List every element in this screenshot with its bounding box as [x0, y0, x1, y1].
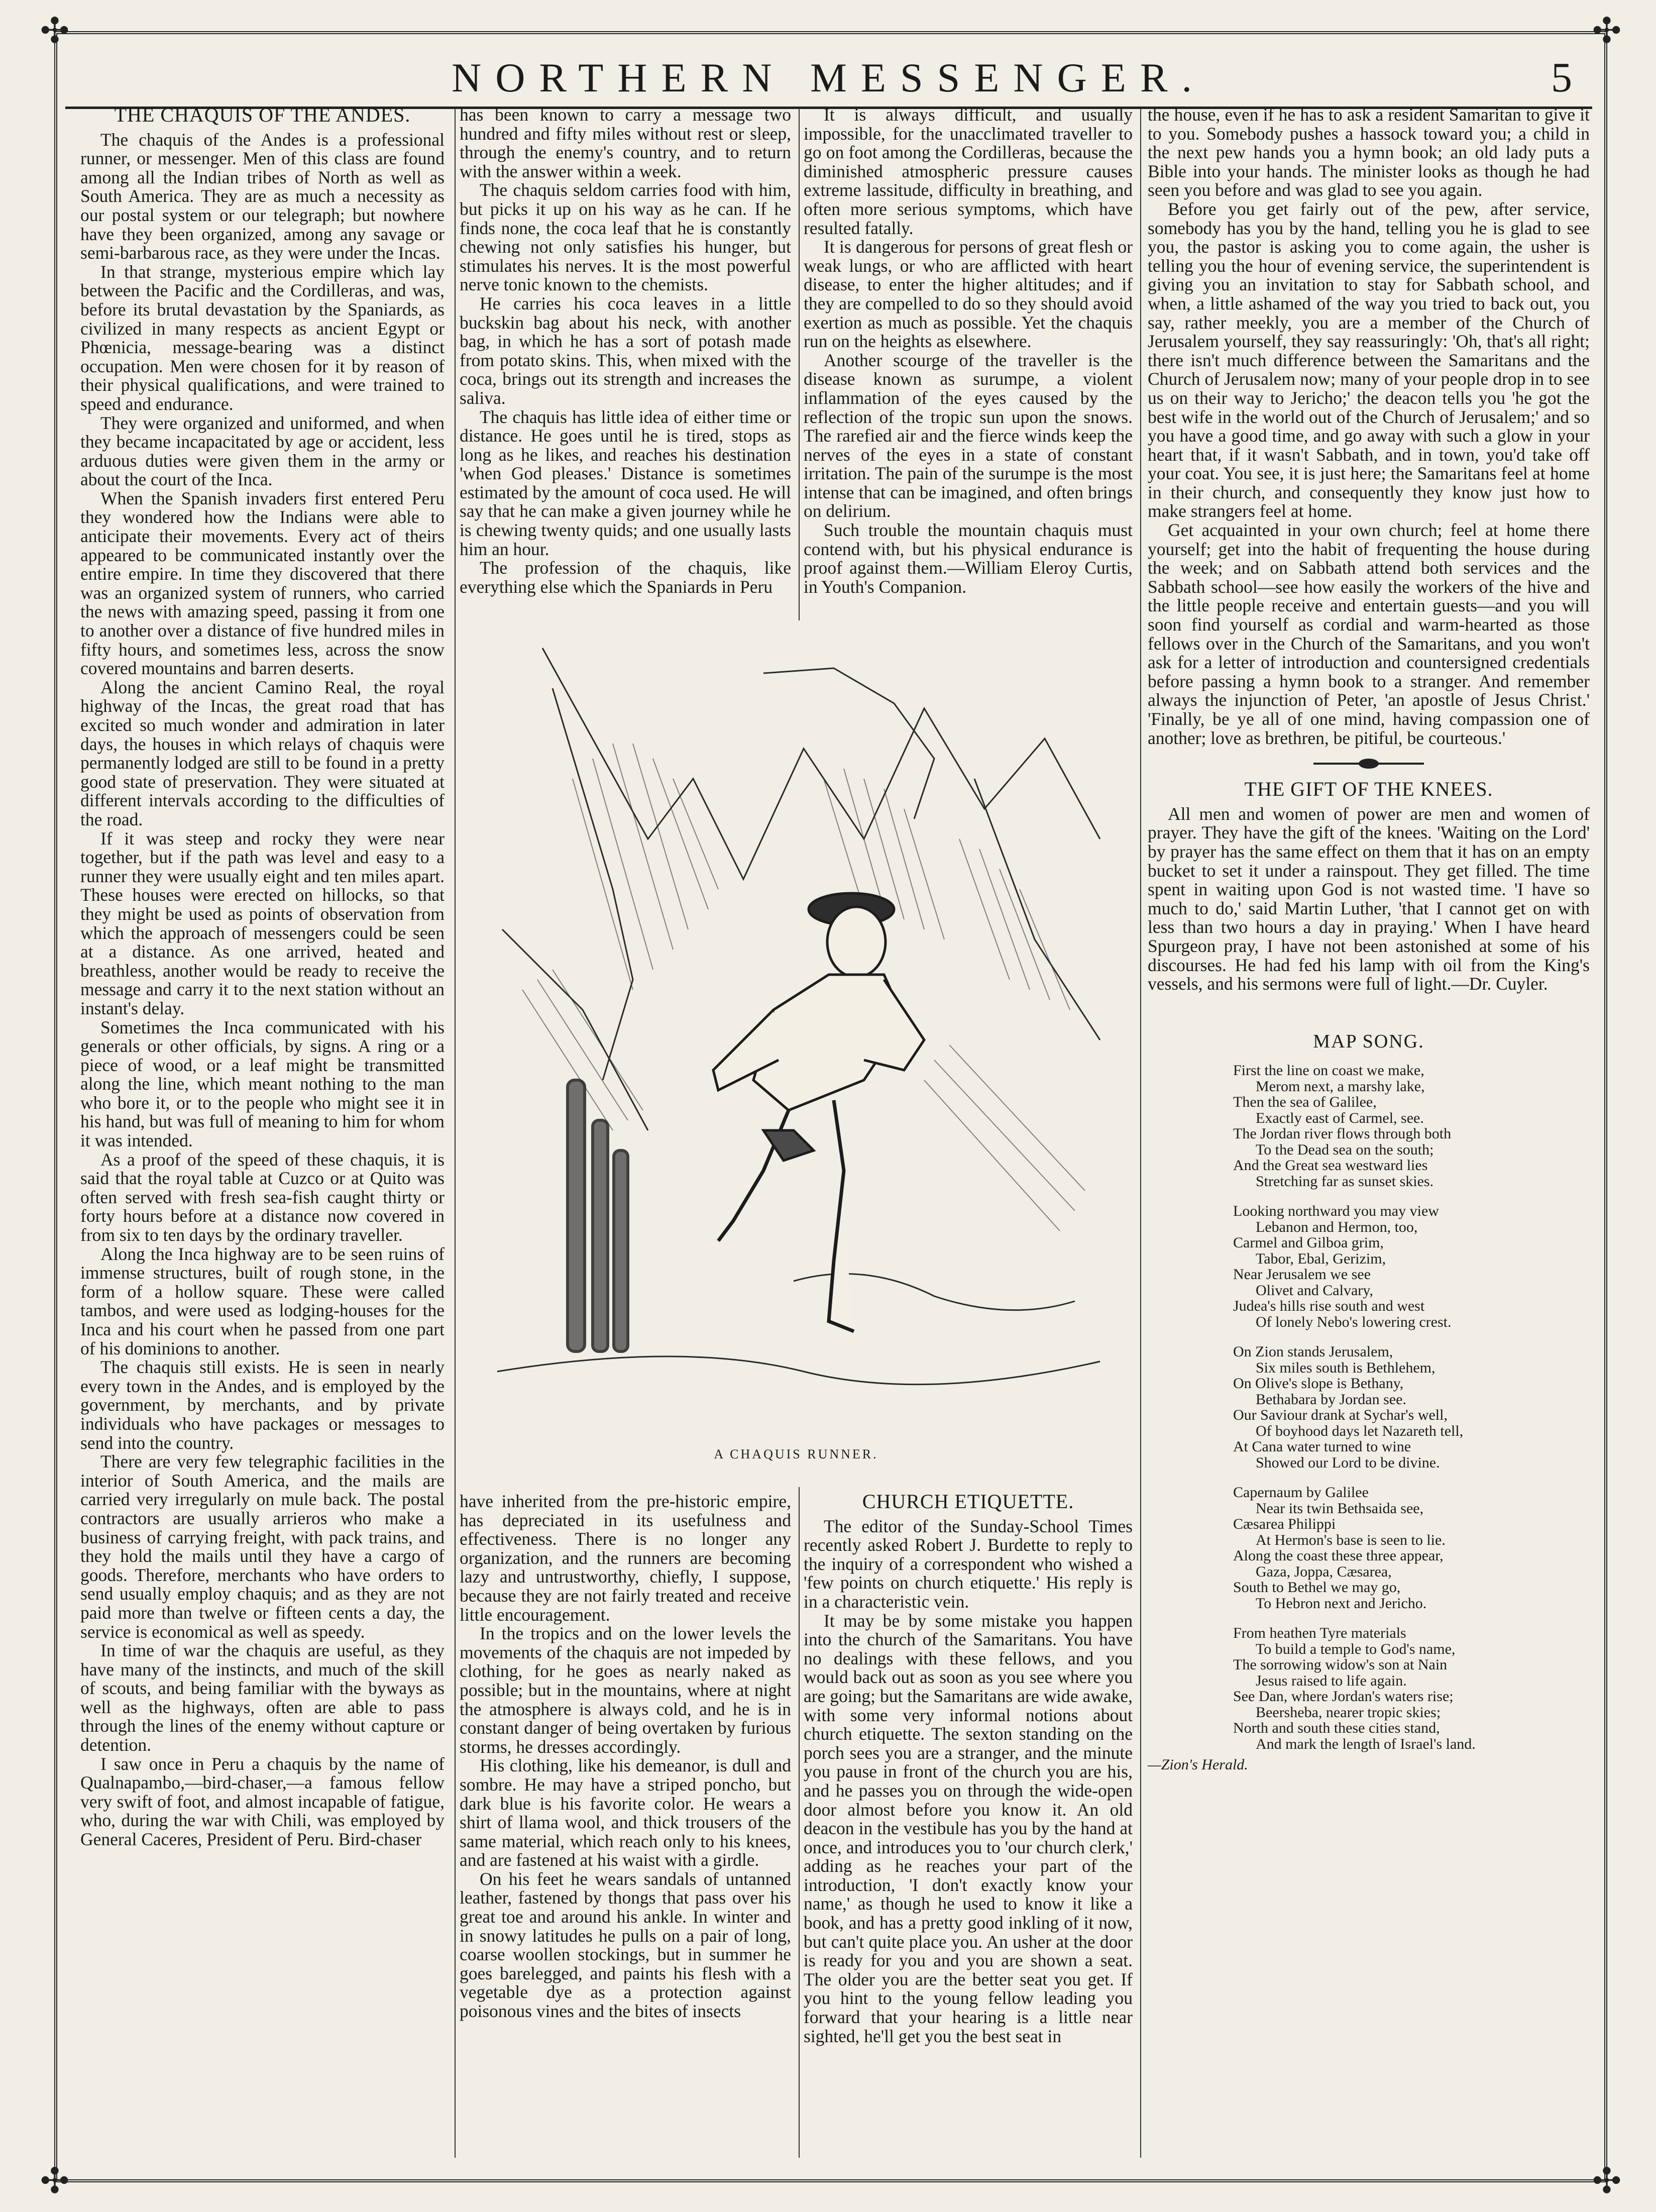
poem-line: Lebanon and Hermon, too, [1256, 1218, 1418, 1235]
paragraph: There are very few telegraphic facilities in the interior of South America, and the mails are carried very irregularly on mule back. The postal contractors are usually arrieros who make a business of carrying freight, with pack trains, and they hold the mails until they have a cargo of goods. Therefore, merchants who have orders to send usually employ chaquis; and as they are not paid more than twelve or fifteen cents a day, the service is economical as well as speedy. [80, 1451, 445, 1642]
poem-line: At Cana water turned to wine [1233, 1438, 1411, 1455]
section-separator [1313, 763, 1424, 765]
paragraph: Such trouble the mountain chaquis must contend with, but his physical endurance is proof against them.—William Eleroy Curtis, in Youth's Companion. [804, 520, 1133, 597]
poem-line: Near Jerusalem we see [1233, 1266, 1371, 1283]
paragraph: He carries his coca leaves in a little buckskin bag about his neck, with another bag, in which he has a sort of potash made from potato skins. This, when mixed with the coca, brings out its strength and increases the saliva. [460, 293, 791, 408]
poem-line: Showed our Lord to be divine. [1256, 1454, 1440, 1471]
paragraph: It is dangerous for persons of great flesh or weak lungs, or who are afflicted with heart disease, to enter the higher altitudes; and if they are compelled to do so they should avoid exertion as much as possible. Yet the chaquis run on the heights as elsewhere. [804, 237, 1133, 352]
poem-line: Merom next, a marshy lake, [1256, 1078, 1425, 1095]
map-song-poem [1148, 1030, 1590, 1773]
poem-line: On Olive's slope is Bethany, [1233, 1375, 1404, 1392]
poem-line: And the Great sea westward lies [1233, 1157, 1428, 1174]
poem-stanza [1148, 1625, 1590, 1752]
poem-line: Tabor, Ebal, Gerizim, [1256, 1250, 1386, 1267]
chaquis-paragraphs [80, 131, 445, 1849]
paragraph: Sometimes the Inca communicated with his generals or other officials, by signs. A ring or a piece of wood, or a leaf might be transmitted along the line, which meant nothing to the man who bore it, or to the people who might see it in his hand, but was full of meaning to him for whom it was intended. [80, 1017, 445, 1151]
poem-line: Jesus raised to life again. [1256, 1672, 1407, 1689]
poem-line: Cæsarea Philippi [1233, 1516, 1336, 1533]
column-2-bottom [460, 1492, 791, 2021]
poem-line: Olivet and Calvary, [1256, 1282, 1373, 1299]
paragraph: The editor of the Sunday-School Times recently asked Robert J. Burdette to reply to the inquiry of a correspondent who wished a 'few points on church etiquette.' His reply is in a characteristic vein. [804, 1516, 1133, 1612]
paragraph: His clothing, like his demeanor, is dull and sombre. He may have a striped poncho, but dark blue is his favorite color. He wears a shirt of llama wool, and thick trousers of the same material, which reach only to his knees, and are fastened at his waist with a girdle. [460, 1755, 791, 1870]
poem-line: Of lonely Nebo's lowering crest. [1256, 1313, 1452, 1330]
paragraph: All men and women of power are men and women of prayer. They have the gift of the knees. 'Waiting on the Lord' by prayer has the same effect on them that it has on an empty bucket to set it under a rainspout. They get filled. The time spent in waiting upon God is not wasted time. 'I have so much to do,' said Martin Luther, 'that I cannot get on with less than two hours a day in praying.' When I have heard Spurgeon pray, I have not been astonished at some of his discourses. He had fed his lamp with oil from the King's vessels, and his sermons were full of light.—Dr. Cuyler. [1148, 803, 1590, 994]
paragraph: It may be by some mistake you happen into the church of the Samaritans. You have no dealings with these fellows, and you would back out as soon as you see where you are going; but the Samaritans are wide awake, with some very informal notions about church etiquette. The sexton standing on the porch sees you are a stranger, and the minute you pause in front of the church you are his, and he passes you on through the wide-open door almost before you know it. An old deacon in the vestibule has you by the hand at once, and introduces you to 'our church clerk,' adding as he reaches your part of the introduction, 'I don't exactly know your name,' as though he used to know it like a book, and has a pretty good inkling of it now, but can't quite place you. An usher at the door is ready for you and you are shown a seat. The older you are the better seat you get. If you hint to the young fellow leading you forward that your hearing is a little near sighted, he'll get you the best seat in [804, 1610, 1133, 2046]
poem-line: Judea's hills rise south and west [1233, 1298, 1425, 1315]
paragraph: In that strange, mysterious empire which lay between the Pacific and the Cordilleras, and was, before its brutal devastation by the Spaniards, as civilized in many respects as ancient Egypt or Phœnicia, message-bearing was a distinct occupation. Men were chosen for it by reason of their physical qualifications, and were trained to speed and endurance. [80, 261, 445, 414]
poem-line: Six miles south is Bethlehem, [1256, 1359, 1436, 1376]
corner-ornament-icon: ✣ [1592, 2162, 1622, 2201]
paragraph: If it was steep and rocky they were near together, but if the path was level and easy to a runner they were usually eight and ten miles apart. These houses were erected on hillocks, so that they might be used as points of observation from which the approach of messengers could be seen at a distance. As one arrived, heated and breathless, another would be ready to receive the message and carry it to the next station without an instant's delay. [80, 828, 445, 1018]
separator-dot [1359, 759, 1379, 769]
illustration-caption: A CHAQUIS RUNNER. [714, 1447, 878, 1461]
paragraph: As a proof of the speed of these chaquis, it is said that the royal table at Cuzco or at Quito was often served with fresh sea-fish caught thirty or forty hours before at a distance now covered in from six to ten days by the ordinary traveller. [80, 1149, 445, 1245]
paragraph: The profession of the chaquis, like everything else which the Spaniards in Peru [460, 558, 791, 597]
corner-ornament-icon: ✣ [40, 2162, 70, 2201]
column-1 [80, 103, 445, 1850]
corner-ornament-icon: ✣ [1592, 12, 1622, 51]
poem-line: Of boyhood days let Nazareth tell, [1256, 1422, 1464, 1439]
poem-stanza [1148, 1485, 1590, 1611]
paragraph: In the tropics and on the lower levels the movements of the chaquis are not impeded by clothing, for he goes as nearly naked as possible; but in the mountains, where at night the atmosphere is always cold, and he is in constant danger of being overtaken by furious storms, he dresses accordingly. [460, 1623, 791, 1757]
paragraph: Along the Inca highway are to be seen ruins of immense structures, built of rough stone, in the form of a hollow square. These were called tambos, and were used as lodging-houses for the Inca and his court when he passed from one part of his dominions to another. [80, 1243, 445, 1358]
paragraph: The chaquis has little idea of either time or distance. He goes until he is tired, stops as long as he likes, and reaches his destination 'when God pleases.' Distance is sometimes estimated by the amount of coca used. He will say that he can make a given journey while he is chewing twenty quids; and one usually lasts him an hour. [460, 406, 791, 559]
poem-line: First the line on coast we make, [1233, 1062, 1424, 1079]
article-heading-etiquette: CHURCH ETIQUETTE. [862, 1490, 1074, 1513]
poem-line: And mark the length of Israel's land. [1256, 1735, 1476, 1752]
paragraph: Before you get fairly out of the pew, after service, somebody has you by the hand, telling you he is glad to see you, the pastor is asking you to come again, the usher is telling you the hour of evening service, the superintendent is giving you an invitation to stay for Sabbath school, and when, a little ashamed of the way you tried to back out, you say, rather meekly, you are a member of the Church of Jerusalem yourself, they say reassuringly: 'Oh, that's all right; there isn't much difference between the Samaritans and the Church of Jerusalem now; many of your people drop in to see us on their way to Jericho;' the deacon tells you 'he got the best wife in the world out of the Church of Jerusalem;' and so you have a good time, and go away with such a glow in your heart that, if it wasn't Sabbath, and in town, you'd take off your coat. You see, it is just here; the Samaritans feel at home in their church, and consequently they know just how to make strangers feel at home. [1148, 198, 1590, 521]
column-4 [1148, 106, 1590, 1773]
paragraph: The chaquis still exists. He is seen in nearly every town in the Andes, and is employed by the government, by merchants, and by private individuals who have packages or messages to send into the country. [80, 1357, 445, 1453]
poem-stanza [1148, 1203, 1590, 1330]
paragraph: In time of war the chaquis are useful, as they have many of the instincts, and much of the skill of scouts, and being familiar with the byways as well as the highways, often are able to pass through the lines of the enemy without capture or detention. [80, 1640, 445, 1755]
poem-line: Stretching far as sunset skies. [1256, 1173, 1434, 1190]
article-heading-chaquis: THE CHAQUIS OF THE ANDES. [114, 103, 411, 126]
poem-line: Capernaum by Galilee [1233, 1484, 1369, 1501]
column-2-top [460, 106, 791, 596]
poem-line: Exactly east of Carmel, see. [1256, 1109, 1424, 1126]
paragraph: the house, even if he has to ask a resident Samaritan to give it to you. Somebody pushes a hassock toward you; a child in the next pew hands you a hymn book; an old lady puts a Bible into your hands. The minister looks as though he had seen you before and was glad to see you again. [1148, 104, 1590, 200]
poem-line: Beersheba, nearer tropic skies; [1256, 1704, 1441, 1721]
poem-line: See Dan, where Jordan's waters rise; [1233, 1688, 1454, 1705]
column-3-top [804, 106, 1133, 596]
poem-stanza [1148, 1344, 1590, 1470]
poem-line: Then the sea of Galilee, [1233, 1094, 1377, 1111]
paragraph: Another scourge of the traveller is the disease known as surumpe, a violent inflammation of the eyes caused by the reflection of the tropic sun upon the snows. The rarefied air and the fierce winds keep the nerves of the eyes in a state of constant irritation. The pain of the surumpe is the most intense that can be imagined, and often brings on delirium. [804, 350, 1133, 521]
poem-line: The Jordan river flows through both [1233, 1125, 1452, 1142]
poem-line: To build a temple to God's name, [1256, 1640, 1456, 1657]
masthead-title: NORTHERN MESSENGER. [451, 55, 1206, 100]
paragraph: Along the ancient Camino Real, the royal highway of the Incas, the great road that has excited so much wonder and admiration in later days, the houses in which relays of chaquis were permanently lodged are still to be found in a pretty good state of preservation. They were situated at different intervals according to the difficulties of the road. [80, 677, 445, 829]
column-divider [799, 1487, 800, 2158]
paragraph: have inherited from the pre-historic empire, has depreciated in its usefulness and effectiveness. There is no longer any organization, and the runners are becoming lazy and untrustworthy, chiefly, I suppose, because they are not fairly treated and receive little encouragement. [460, 1491, 791, 1625]
chaquis-runner-illustration [482, 628, 1110, 1427]
poem-line: Along the coast these three appear, [1233, 1547, 1444, 1564]
poem-source: —Zion's Herald. [1148, 1756, 1248, 1773]
paragraph: I saw once in Peru a chaquis by the name of Qualnapambo,—bird-chaser,—a famous fellow very swift of foot, and almost incapable of fatigue, who, during the war with Chili, was employed by General Caceres, President of Peru. Bird-chaser [80, 1753, 445, 1850]
paragraph: The chaquis seldom carries food with him, but picks it up on his way as he can. If he finds none, the coca leaf that he is constantly chewing not only satisfies his hunger, but stimulates his nerves. It is the most powerful nerve tonic known to the chemists. [460, 180, 791, 295]
paragraph: They were organized and uniformed, and when they became incapacitated by age or accident, less arduous duties were given them in the army or about the court of the Inca. [80, 412, 445, 490]
poem-heading: MAP SONG. [1313, 1030, 1424, 1052]
masthead [55, 48, 1602, 103]
poem-line: From heathen Tyre materials [1233, 1625, 1406, 1642]
column-3-bottom [804, 1492, 1133, 2046]
poem-line: Gaza, Joppa, Cæsarea, [1256, 1563, 1392, 1580]
poem-line: Carmel and Gilboa grim, [1233, 1234, 1384, 1251]
paragraph: has been known to carry a message two hundred and fifty miles without rest or sleep, through the enemy's country, and to return with the answer within a week. [460, 104, 791, 181]
paragraph: It is always difficult, and usually impossible, for the unacclimated traveller to go on foot among the Cordilleras, because the diminished atmospheric pressure causes extreme lassitude, difficulty in breathing, and often more serious symptoms, which have resulted fatally. [804, 104, 1133, 238]
poem-line: To the Dead sea on the south; [1256, 1141, 1434, 1158]
paragraph: When the Spanish invaders first entered Peru they wondered how the Indians were able to anticipate their movements. Every act of theirs appeared to be communicated instantly over the entire empire. In time they discovered that there was an organized system of runners, who carried the news with amazing speed, passing it from one to another over a distance of five hundred miles in fifty hours, and sometimes less, across the snow covered mountains and barren deserts. [80, 488, 445, 679]
poem-line: At Hermon's base is seen to lie. [1256, 1531, 1446, 1548]
column-divider [799, 108, 800, 620]
poem-line: Near its twin Bethsaida see, [1256, 1500, 1424, 1517]
poem-line: Bethabara by Jordan see. [1256, 1391, 1406, 1408]
column-divider [455, 108, 456, 2158]
poem-line: On Zion stands Jerusalem, [1233, 1343, 1393, 1360]
page-number: 5 [1551, 54, 1572, 101]
paragraph: Get acquainted in your own church; feel at home there yourself; get into the habit of frequenting the house during the week; and on Sabbath attend both services and the Sabbath school—see how easily the workers of the hive and the little people receive and entertain guests—and you will soon find yourself as cordial and warm-hearted as those fellows over in the Church of the Samaritans, and you won't ask for a letter of introduction and countersigned credentials before passing a hymn book to a stranger. And remember always the injunction of Peter, 'an apostle of Jesus Christ.' 'Finally, be ye all of one mind, having compassion one of another; love as brethren, be pitiful, be courteous.' [1148, 520, 1590, 748]
article-heading-knees: THE GIFT OF THE KNEES. [1244, 778, 1493, 801]
poem-line: South to Bethel we may go, [1233, 1579, 1401, 1596]
corner-ornament-icon: ✣ [40, 12, 70, 51]
poem-line: North and south these cities stand, [1233, 1720, 1440, 1737]
column-divider [1140, 108, 1141, 2158]
poem-line: Our Saviour drank at Sychar's well, [1233, 1407, 1448, 1424]
poem-line: To Hebron next and Jericho. [1256, 1595, 1427, 1612]
poem-stanza [1148, 1063, 1590, 1189]
poem-line: The sorrowing widow's son at Nain [1233, 1656, 1448, 1673]
paragraph: On his feet he wears sandals of untanned leather, fastened by thongs that pass over his great toe and around his ankle. In winter and in snowy latitudes he pulls on a pair of long, coarse woollen stockings, but in summer he goes barelegged, and paints his flesh with a vegetable dye as a protection against poisonous vines and the bites of insects [460, 1868, 791, 2022]
poem-line: Looking northward you may view [1233, 1203, 1439, 1220]
paragraph: The chaquis of the Andes is a professional runner, or messenger. Men of this class are found among all the Indian tribes of North as well as South America. They are as much a necessity as our postal system or our telegraph; but nowhere have they been organized, among any savage or semi-barbarous race, as they were under the Incas. [80, 129, 445, 263]
